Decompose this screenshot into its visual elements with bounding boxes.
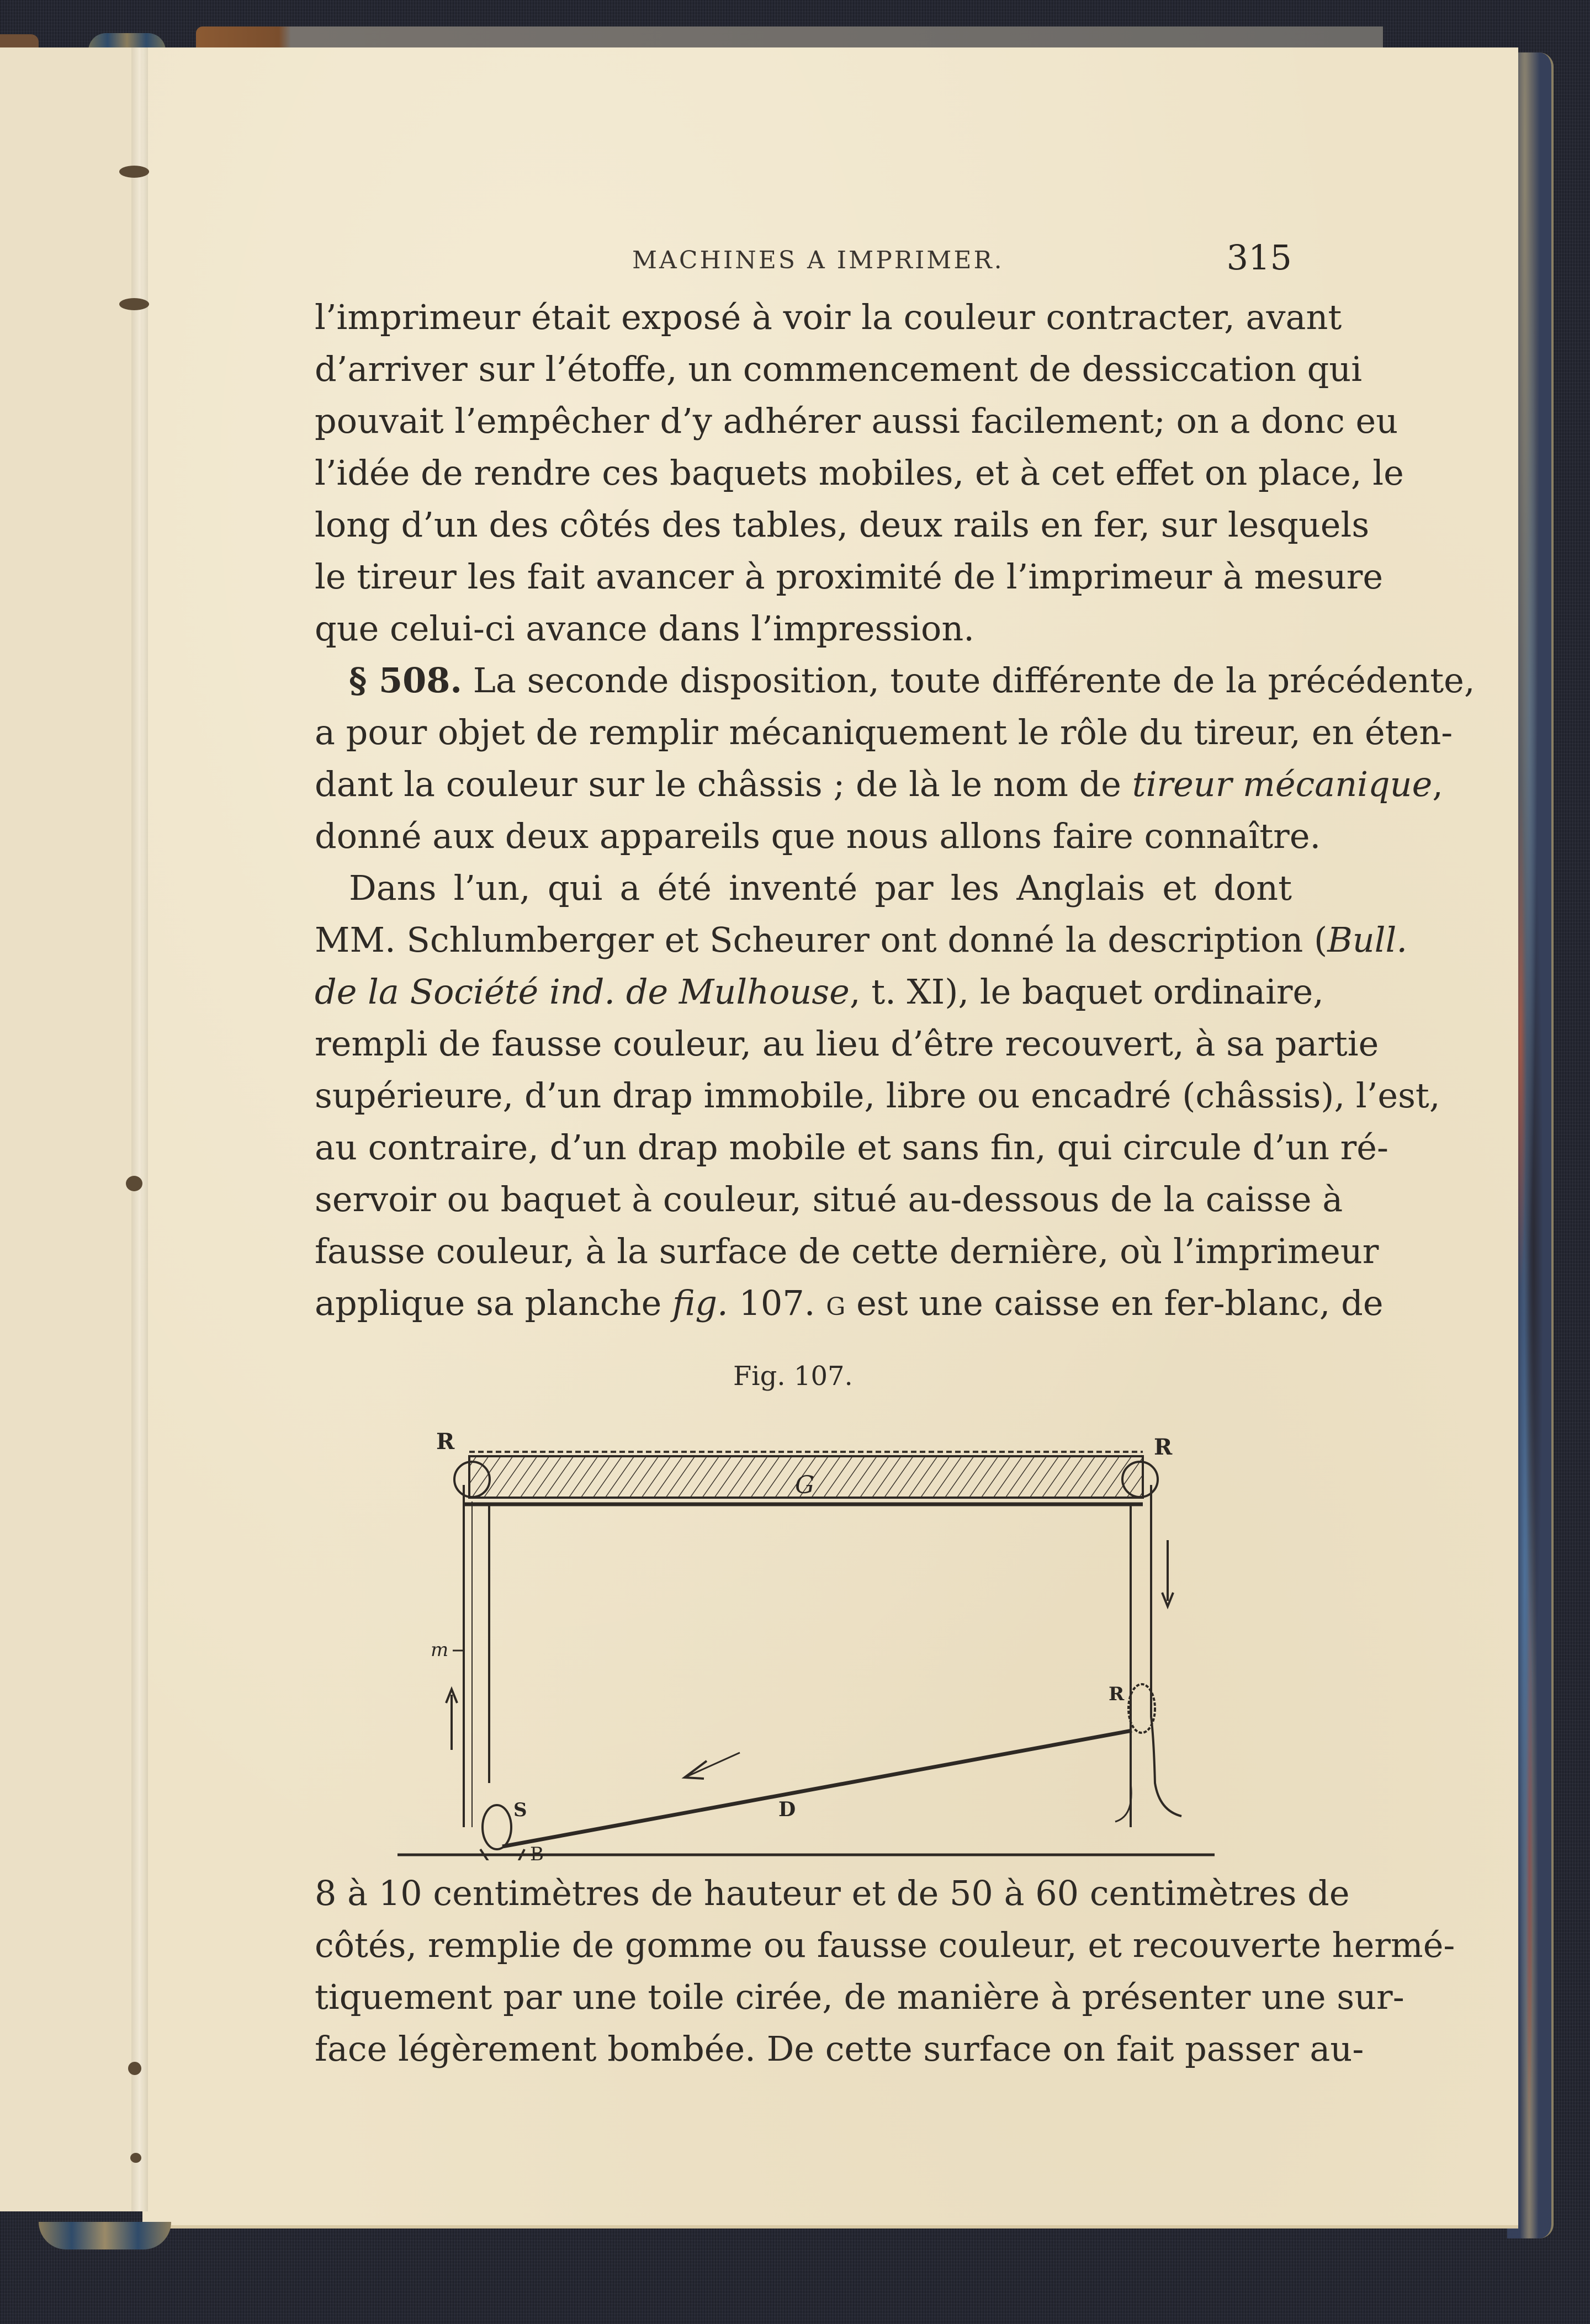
citation-title: de la Société ind. de Mulhouse (315, 972, 850, 1012)
text-line: face légèrement bombée. De cette surface on fait passer au- (315, 2029, 1364, 2069)
figure-107-drawing (398, 1430, 1215, 1860)
roller-s (483, 1805, 511, 1849)
text-line: MM. Schlumberger et Scheurer ont donné la description (Bull. (315, 920, 1408, 960)
text-line: l’idée de rendre ces baquets mobiles, et à cet effet on place, le (315, 453, 1404, 493)
label-b: B (530, 1843, 544, 1860)
text-line: a pour objet de remplir mécaniquement le rôle du tireur, en éten- (315, 712, 1453, 752)
citation-start: Bull. (1327, 920, 1408, 960)
figure-reference: fig. (672, 1283, 728, 1323)
text-line: côtés, remplie de gomme ou fausse couleur, et recouverte hermé- (315, 1925, 1455, 1965)
section-mark: § 508. (349, 660, 463, 701)
binding-stitch (126, 1176, 142, 1191)
verso-page (0, 47, 143, 2211)
figure-107 (398, 1430, 1215, 1860)
running-head (317, 237, 1292, 276)
text-line: tiquement par une toile cirée, de manière à présenter une sur- (315, 1977, 1404, 2017)
text-line: long d’un des côtés des tables, deux rails en fer, sur lesquels (315, 505, 1370, 545)
text-line: de la Société ind. de Mulhouse, t. XI), le baquet ordinaire, (315, 972, 1324, 1012)
text-line: au contraire, d’un drap mobile et sans fin, qui circule d’un ré- (315, 1127, 1388, 1168)
cloth-d (502, 1731, 1132, 1847)
text-line: l’imprimeur était exposé à voir la couleur contracter, avant (315, 297, 1342, 337)
book-cover-edge (196, 26, 1383, 50)
text-line: le tireur les fait avancer à proximité de l’imprimeur à mesure (315, 556, 1384, 597)
label-g: G (795, 1471, 815, 1499)
label-r-lower: R (1109, 1683, 1125, 1705)
headband (39, 2222, 171, 2249)
text-line: supérieure, d’un drap immobile, libre ou encadré (châssis), l’est, (315, 1075, 1440, 1116)
gutter (131, 47, 148, 2211)
label-d: D (778, 1798, 796, 1821)
running-title: MACHINES A IMPRIMER. (632, 246, 1004, 274)
page-number: 315 (1226, 237, 1292, 278)
text-line: que celui-ci avance dans l’impression. (315, 608, 974, 649)
figure-caption: Fig. 107. (733, 1361, 853, 1392)
binding-stitch (128, 2062, 141, 2075)
text-line: rempli de fausse couleur, au lieu d’être recouvert, à sa partie (315, 1023, 1379, 1064)
text-line: dant la couleur sur le châssis ; de là le nom de tireur mécanique, (315, 764, 1443, 804)
italic-term: tireur mécanique (1132, 764, 1433, 804)
binding-stitch (119, 166, 149, 178)
label-s: S (513, 1799, 527, 1821)
text-line: d’arriver sur l’étoffe, un commencement de dessiccation qui (315, 349, 1363, 389)
label-r-top-left: R (436, 1430, 455, 1455)
text-line: Dans l’un, qui a été inventé par les Anglais et dont (349, 868, 1292, 908)
label-m: m (431, 1639, 449, 1661)
text-line: applique sa planche fig. 107. G est une caisse en fer-blanc, de (315, 1283, 1384, 1323)
section-508-first-line: § 508. La seconde disposition, toute différente de la précédente, (349, 660, 1475, 701)
label-r-top-right: R (1154, 1434, 1173, 1460)
text-line: servoir ou baquet à couleur, situé au-dessous de la caisse à (315, 1179, 1343, 1219)
text-line: donné aux deux appareils que nous allons faire connaître. (315, 816, 1321, 856)
binding-stitch (130, 2153, 141, 2163)
text-line: pouvait l’empêcher d’y adhérer aussi facilement; on a donc eu (315, 401, 1398, 441)
text-line: 8 à 10 centimètres de hauteur et de 50 à 60 centimètres de (315, 1873, 1350, 1913)
binding-stitch (119, 298, 149, 310)
text-line: fausse couleur, à la surface de cette dernière, où l’imprimeur (315, 1231, 1379, 1271)
